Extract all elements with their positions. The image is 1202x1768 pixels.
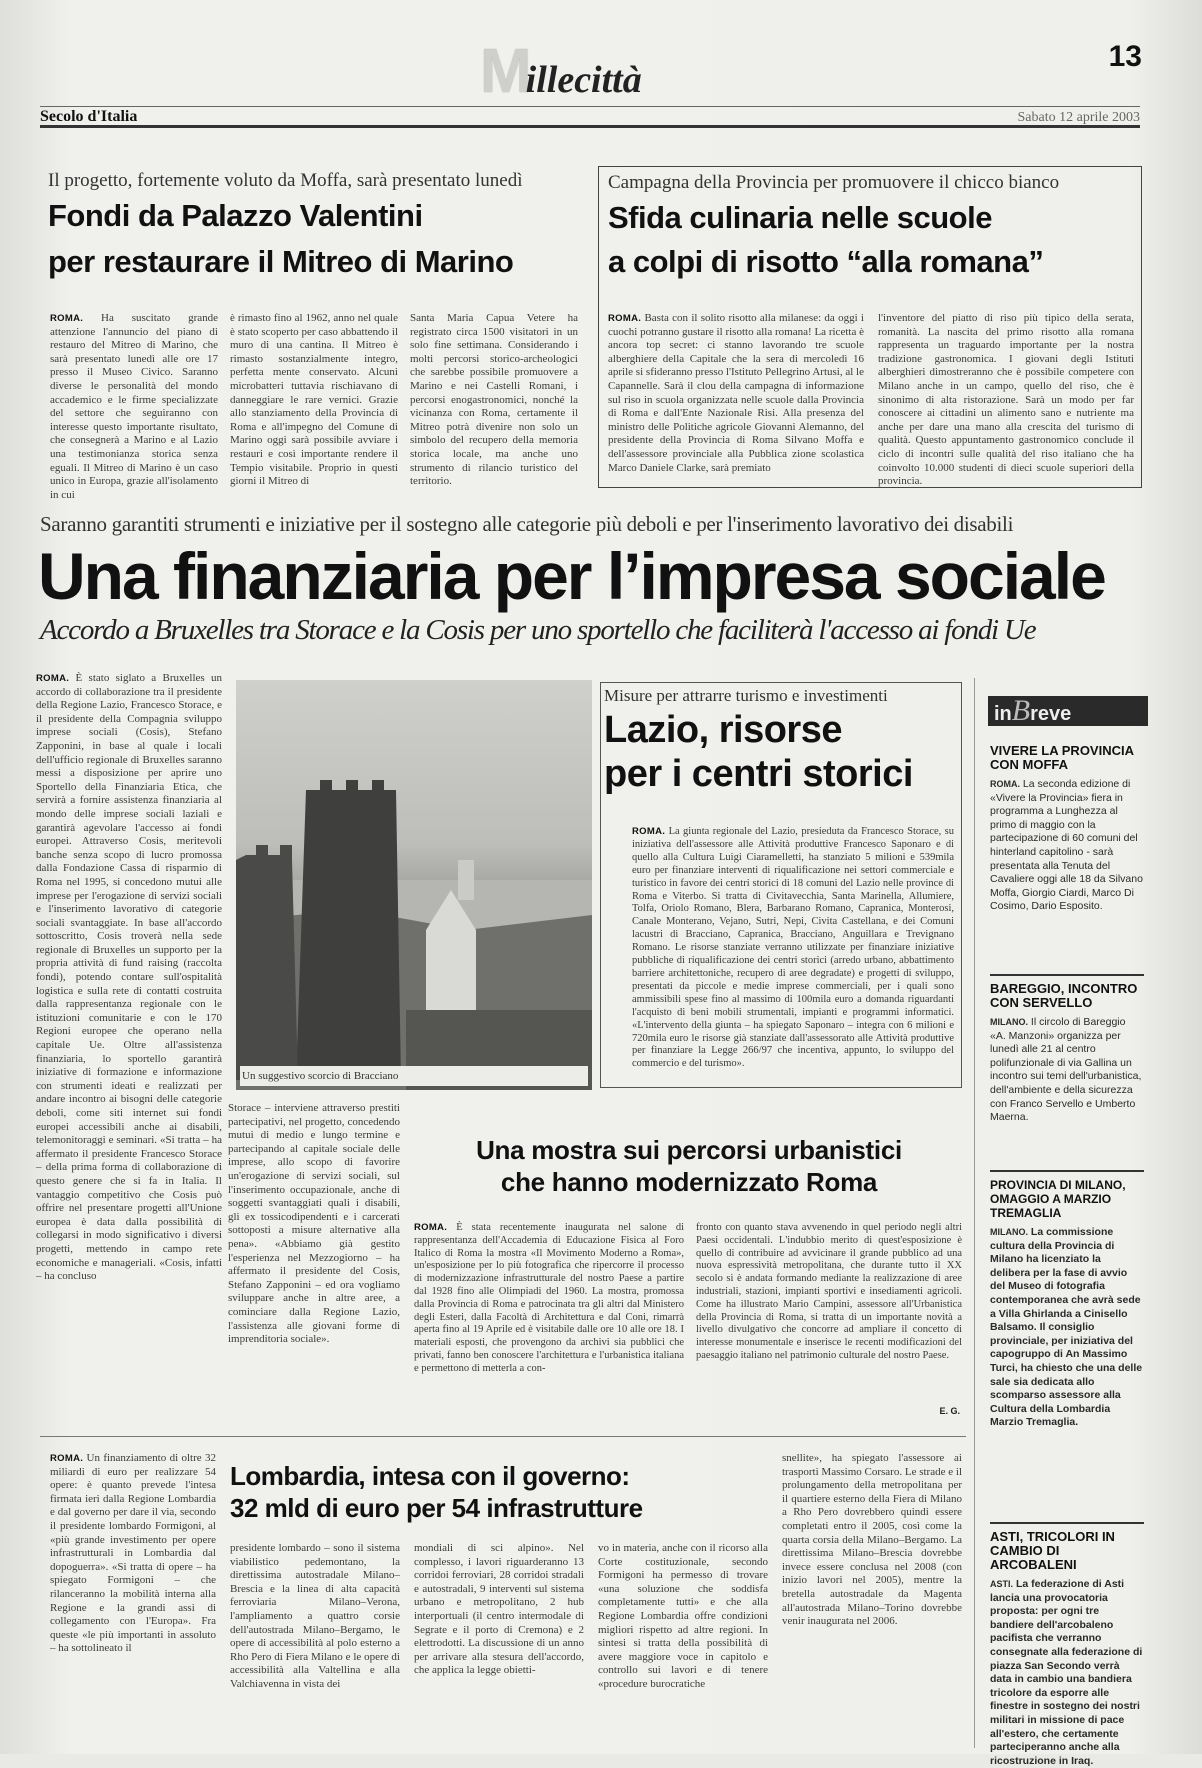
article-title: Sfida culinaria nelle scuole (608, 200, 992, 235)
article-title-line2: a colpi di risotto “alla romana” (608, 244, 1044, 279)
column-text: fronto con quanto stava avvenendo in quel periodo negli altri Paesi occidentali. L'indubbio merito di quest'esposizione è quello di contribuire ad avvicinare il grande pubblico ad una nuova espressività metropolitana, che durante tutto il XX secolo si è andata formando mediante la realizzazione di aree industriali, stazioni, impianti sportivi e insediamenti agricoli. Come ha illustrato Mario Campini, assessore all'Urbanistica della Provincia di Roma, si tratta di un importante novità a livello divulgativo che concorre ad ampliare il concetto di interesse monumentale e inserisce le recenti modificazioni del paesaggio italiano nel patrimonio culturale del nostro Paese. (696, 1222, 962, 1361)
lombardia-column-1 (50, 1452, 216, 1744)
dateline: ROMA. (414, 1222, 448, 1233)
in-breve-header (988, 696, 1148, 726)
section-title: illecittà (525, 59, 642, 101)
column-text: Ha suscitato grande attenzione l'annuncio del piano di restauro del Mitreo di Marino, che sarà presentato lunedì alle ore 17 presso il Museo Civico. Saranno diverse le personalità del mondo accademico e le firme specializzate del settore che seguiranno con interesse questo importante risultato, che consegnerà a Marino e al Lazio una testimonianza storica senza eguali. Il Mitreo di Marino è un caso unico in Europa, grazie all'isolamento in cui (50, 312, 218, 501)
column-text: La giunta regionale del Lazio, presieduta da Francesco Storace, su iniziativa dell'assessore alle Attività produttive Francesco Saponaro e di quello alla Cultura Luigi Ciaramelletti, ha stanziato 5 milioni e 539mila euro per finanziare interventi di riqualificazione nei settori commerciale e turistico in favore dei centri storici di 18 comuni del Lazio nelle province di Roma e Viterbo. Si tratta di Civitavecchia, Santa Marinella, Allumiere, Tolfa, Oriolo Romano, Blera, Barbarano Romano, Capranica, Monterosi, Canale Monterano, Vejano, Sutri, Nepi, Civita Castellana, e dei Comuni lacustri di Bracciano, Capranica, Bracciano, Anguillara e Trevignano Romano. Le risorse stanziate verranno utilizzate per finanziare iniziative pubbliche di riqualificazione dei centri storici (arredo urbano, abbattimento barriere architettoniche, recupero di aree degradate) e progetti di sviluppo, presentati da piccole e medie imprese commerciali, per i quali sono ammissibili spese fino al massimo di 100mila euro a domanda riguardanti l'acquisto di beni mobili strumentali, impianti e programmi informatici. «L'intervento della giunta – ha spiegato Saponaro – integra con 6 milioni e 720mila euro le risorse già stanziate dall'assessorato alle Attività produttive per finanziare la Legge 266/97 che incentiva, appunto, lo sviluppo del commercio e del turismo». (632, 826, 954, 1070)
article-mostra (410, 1134, 968, 1214)
risotto-column-1 (608, 312, 864, 476)
church-tower (458, 860, 474, 900)
article-lombardia (230, 1460, 750, 1536)
brief-item (990, 1529, 1144, 1767)
dateline: ASTI. (990, 1579, 1014, 1589)
article-title-line2: 32 mld di euro per 54 infrastrutture (230, 1493, 643, 1523)
mitreo-column-1 (50, 312, 218, 501)
column-text: vo in materia, anche con il ricorso alla Corte costituzionale, secondo Formigoni ha permesso di trovare «una soluzione che soddisfa completamente tutti» e che alla Regione Lombardia offre condizioni migliori rispetto ad altre regioni. In sintesi si tratta della possibilità di avere maggiore voce in capitolo e controllo sui lavori e di tenere «procedure burocratiche (598, 1542, 768, 1690)
dateline: ROMA. (608, 313, 642, 324)
article-title: Lombardia, intesa con il governo: (230, 1461, 630, 1491)
masthead (40, 34, 1140, 124)
header-suffix: reve (1030, 703, 1072, 725)
article-title-line2: per restaurare il Mitreo di Marino (48, 244, 514, 279)
section-divider (40, 1436, 966, 1437)
brief-text: La federazione di Asti lancia una provocatoria proposta: per ogni tre bandiere dell'arcobaleno pacifista che verranno consegnate alla federazione di piazza San Secondo verrà data in cambio una bandiera tricolore da esporre alle finestre in sostegno dei nostri militari in missione di pace all'estero, che certamente parteciperanno anche alla ricostruzione in Iraq. (990, 1578, 1143, 1767)
dateline: ROMA. (632, 826, 666, 837)
header-prefix: in (994, 703, 1012, 725)
castle-tower-2 (236, 845, 298, 1080)
brief-divider (990, 1170, 1144, 1172)
brief-item (990, 982, 1144, 1172)
column-text: l'inventore del piatto di riso più tipico della serata, romanità. La nascita del primo risotto alla romana rappresenta un traguardo importante per la nostra tradizione gastronomica. I giovani degli Istituti alberghieri dimostreranno che è possibile competere con Milano anche in un campo, quello del riso, che è sinonimo di alta ristorazione. Sarà un modo per far conoscere ai cittadini un alimento sano e nutriente ma anche per dare una mano alla crescita del turismo di qualità. Questo appuntamento gastronomico conclude il ciclo di incontri sulle qualità del riso italiano che ha coinvolto 10.000 studenti di dieci scuole superiori della provincia. (878, 312, 1134, 488)
article-kicker: Misure per attrarre turismo e investimenti (604, 686, 888, 705)
lombardia-column-5 (782, 1452, 962, 1744)
masthead-rule-top (40, 106, 1140, 107)
brief-text: Il circolo di Bareggio «A. Manzoni» organizza per lunedì alle 21 al centro polifunzionale di via Gallina un incontro sui temi dell'urbanistica, dell'ambiente e della sicurezza con Franco Servello e Umberto Maerna. (990, 1016, 1142, 1124)
mostra-column-1 (414, 1222, 684, 1412)
brief-title: BAREGGIO, INCONTRO CON SERVELLO (990, 981, 1138, 1010)
section-logo (480, 37, 642, 106)
brief-divider (990, 1522, 1144, 1524)
column-text: Un finanziamento di oltre 32 miliardi di euro per realizzare 54 opere: è quanto prevede l'intesa firmata ieri dalla Regione Lombardia e dal governo per dare il via, secondo il presidente lombardo Formigoni, al «più grande investimento per opere infrastrutturali in Lombardia dal dopoguerra». «Si tratta di opere – ha spiegato Formigoni – che rilanceranno la mobilità interna alla Regione e la grandi assi di collegamento con l'Europa». Fra queste «le più importanti in assoluto – ha sottolineato il (50, 1452, 217, 1655)
column-text: È stato siglato a Bruxelles un accordo di collaborazione tra il presidente della Regione Lazio, Francesco Storace, e il presidente della Compagnia sviluppo imprese sociali (Cosis), Stefano Zapponini, in base al quale i locali dell'ufficio regionale di Bruxelles saranno messi a disposizione per aprire uno Sportello della Finanziaria Etica, che servirà a fornire assistenza finanziaria al mondo delle imprese sociali laziali e garantirà agevolare l'accesso ai fondi europei. Attraverso Cosis, meritevoli banche senza scopo di lucro promossa dalla Fondazione Cassa di risparmio di Roma nel 1995, si concedono mutui alle imprese per l'erogazione di servizi sociali e l'inserimento lavorativo di categorie sociali svantaggiate. In base all'accordo sottoscritto, Cosis troverà nella sede regionale di Bruxelles un supporto per la propria attività di fund raising (raccolta fondi), potendo contare sull'ospitalità logistica e sulla rete di contatti costruita dalla rappresentanza regionale con le istituzioni comunitarie e con le 170 Regioni europee che operano nella capitale Ue. Oltre all'assistenza finanziaria, lo sportello garantirà iniziative di formazione e informazione con strumenti ideati e realizzati per andare incontro ai bisogni delle categorie deboli, come siti internet sui fondi europei accessibili anche ai disabili, telemonitoraggi e seminari. «Si tratta – ha affermato il presidente Francesco Storace – della prima forma di collaborazione di questo genere che si fa in Italia. Il vantaggio competitivo che Cosis può offrire nel presentare progetti all'Unione europea è data dalla possibilità di collegarsi in modo significativo i diversi progetti, mettendo in campo rete economiche e manageriali. «Cosis, infatti – ha concluso (36, 672, 222, 1283)
main-article-kicker: Saranno garantiti strumenti e iniziative per il sostegno alle categorie più deboli e per l'inserimento lavorativo dei disabili (40, 512, 1014, 536)
lazio-column (632, 826, 954, 1084)
brief-body (990, 1226, 1144, 1516)
column-text: è rimasto fino al 1962, anno nel quale è stato scoperto per caso abbattendo il muro di una cantina. Il Mitreo è rimasto sostanzialmente integro, perfetta mente conservato. Alcuni microbatteri tuttavia rischiavano di danneggiare le rare vernici. Grazie allo stanziamento della Provincia di Roma e all'impegno del Comune di Marino oggi sarà possibile avviare i restauri e così importante rendere il Tempio visitabile. Proprio in questi giorni il Mitreo di (230, 312, 398, 488)
article-risotto (608, 172, 1138, 302)
brief-divider (990, 974, 1144, 976)
issue-date: Sabato 12 aprile 2003 (1017, 110, 1140, 125)
dateline: MILANO. (990, 1227, 1028, 1237)
article-title-line2: per i centri storici (604, 753, 913, 795)
brief-title: PROVINCIA DI MILANO, OMAGGIO A MARZIO TREMAGLIA (990, 1178, 1126, 1220)
column-text: presidente lombardo – sono il sistema viabilistico pedemontano, la direttissima autostradale Milano–Brescia e la linea di alta capacità ferroviaria Milano–Verona, l'ampliamento a quattro corsie dell'autostrada Milano–Bergamo, le opere di accessibilità al polo esterno a Rho Pero di Fiera Milano e le opere di accessibilità alla Valtellina e alla Valchiavenna in vista dei (230, 1542, 400, 1690)
brief-text: La commissione cultura della Provincia di Milano ha licenziato la delibera per la fase di avvio del Museo di fotografia contemporanea che avrà sede a Villa Ghirlanda a Cinisello Balsamo. Il consiglio provinciale, per iniziativa del capogruppo di An Massimo Turci, ha chiesto che una delle sale sia dedicata allo scomparso assessore alla Cultura della Lombardia Marzio Tremaglia. (990, 1226, 1143, 1429)
lombardia-column-3 (414, 1542, 584, 1744)
lombardia-column-2 (230, 1542, 400, 1744)
bracciano-photo (236, 680, 592, 1090)
brief-item (990, 744, 1144, 984)
brief-title: ASTI, TRICOLORI IN CAMBIO DI ARCOBALENI (990, 1529, 1115, 1572)
article-kicker: Campagna della Provincia per promuovere il chicco bianco (608, 172, 1060, 193)
main-article-title: Una finanziaria per l’impresa sociale (38, 539, 1105, 613)
brief-body (990, 1016, 1144, 1166)
column-text: Storace – interviene attraverso prestiti partecipativi, nel progetto, concedendo mutui di medio e lungo termine e partecipando al capitale sociale delle imprese, allo scopo di favorire un'erogazione di servizi sociali, sul l'inserimento occupazionale, anche di soggetti svantaggiati quali i disabili, gli ex tossicodipendenti e i carcerati sottoposti a misure alternative alla pena». «Abbiamo già gestito l'esperienza nel Mezzogiorno – ha affermato il presidente del Cosis, Stefano Zapponini – ed ora vogliamo sviluppare anche in altre aree, a cominciare dalla Regione Lazio, l'assistenza alle giovani forme di imprenditoria sociale». (228, 1102, 400, 1346)
brief-body (990, 778, 1144, 954)
brief-text: La seconda edizione di «Vivere la Provincia» fiera in programma a Lunghezza al primo di maggio con la partecipazione di 60 comuni del hinterland capitolino - sarà presentata alla Tenuta del Cavaliere oggi alle 18 da Silvano Moffa, Giorgio Ciardi, Marco Di Cosimo, Dario Esposito. (990, 778, 1143, 913)
column-text: Santa Maria Capua Vetere ha registrato circa 1500 visitatori in un solo fine settimana. Considerando i molti percorsi storico-archeologici che sarebbe possibile promuovere a Marino e nei Castelli Romani, i percorsi enogastronomici, nonché la vicinanza con Roma, certamente il Mitreo potrà divenire non solo un simbolo del recupero della memoria storica locale, ma anche uno strumento di rilancio turistico del territorio. (410, 312, 578, 488)
column-text: È stata recentemente inaugurata nel salone di rappresentanza dell'Accademia di Educazione Fisica al Foro Italico di Roma la mostra «Il Movimento Moderno a Roma», un'esposizione per lo più fotografica che ripercorre il processo di modernizzazione infrastrutturale del nostro Paese a partire dal 1928 fino alle Olimpiadi del 1960. La mostra, promossa dalla Provincia di Roma e patrocinata tra gli altri dal Ministero degli Esteri, dalla Facoltà di Architettura e dal Coni, rimarrà aperta fino al 19 Aprile ed è visitabile dalle ore 10 alle ore 18. I materiali esposti, che provengono da archivi sia pubblici che privati, fanno ben conoscere l'architettura e l'urbanistica italiana e permettono di metterla a con- (414, 1222, 685, 1374)
dateline: ROMA. (990, 779, 1020, 789)
logo-letter: M (480, 37, 532, 106)
article-title: Fondi da Palazzo Valentini (48, 198, 423, 233)
dateline: ROMA. (50, 313, 84, 324)
newspaper-name: Secolo d'Italia (40, 108, 138, 125)
article-title-line2: che hanno modernizzato Roma (500, 1167, 878, 1197)
article-lazio (604, 686, 958, 812)
column-text: mondiali di sci alpino». Nel complesso, i lavori riguarderanno 13 corridoi ferroviari, 28 corridoi stradali e autostradali, 9 interventi sul sistema urbano e metropolitano, 2 hub interportuali (il centro intermodale di Segrate e il porto di Cremona) e 2 elettrodotti. La discussione di un anno per arrivare alla stesura dell'accordo, che applica la legge obietti- (414, 1542, 584, 1677)
article-signature: E. G. (939, 1406, 960, 1416)
mitreo-column-3 (410, 312, 578, 488)
photo-caption: Un suggestivo scorcio di Bracciano (240, 1066, 588, 1086)
main-column-2 (228, 1102, 400, 1346)
dateline: ROMA. (36, 673, 70, 684)
dateline: MILANO. (990, 1017, 1028, 1027)
lombardia-column-4 (598, 1542, 768, 1744)
brief-body (990, 1578, 1144, 1767)
column-text: Basta con il solito risotto alla milanese: da oggi i cuochi potranno gustare il risotto alla romana! La ricetta è ancora top secret: ci stanno lavorando tre scuole alberghiere della Capitale che la sera di mercoledì 16 aprile si sfideranno presso l'Istituto Pellegrino Artusi, al le Capannelle. Sarà il clou della campagna di informazione sul riso in scuola organizzata nelle scuole dalla Provincia di Roma e dall'Ente Nazionale Risi. Alla presenza del ministro delle Politiche agricole Giovanni Alemanno, del presidente della Provincia di Roma Silvano Moffa e dell'assessore provinciale alla Pubblica zione scolastica Marco Daniele Clarke, sarà premiato (608, 312, 864, 474)
article-title: Una mostra sui percorsi urbanistici (476, 1135, 902, 1165)
brief-title: VIVERE LA PROVINCIA CON MOFFA (990, 743, 1134, 772)
dateline: ROMA. (50, 1453, 84, 1464)
main-article-subtitle: Accordo a Bruxelles tra Storace e la Cosis per uno sportello che faciliterà l'accesso ai fondi Ue (40, 614, 1036, 646)
masthead-rule-bottom (40, 125, 1140, 128)
header-letter: B (1011, 694, 1031, 727)
mostra-column-2 (696, 1222, 962, 1404)
column-text: snellite», ha spiegato l'assessore ai trasporti Massimo Corsaro. Le strade e il prolungamento della metropolitana per il quartiere esterno della Fiera di Milano a Rho Pero dovrebbero quindi essere completati entro il 2005, così come la quarta corsia della Milano–Bergamo. La direttissima Milano–Brescia dovrebbe invece essere conclusa nel 2008 (con inizio lavori nel 2005), mentre la bretella autostradale da Magenta all'autostrada Milano–Torino dovrebbe venir inaugurata nel 2006. (782, 1452, 962, 1628)
article-title: Lazio, risorse (604, 709, 842, 751)
mitreo-column-2 (230, 312, 398, 488)
brief-item (990, 1178, 1144, 1524)
article-kicker: Il progetto, fortemente voluto da Moffa, sarà presentato lunedì (48, 170, 523, 191)
page-number: 13 (1108, 40, 1142, 73)
risotto-column-2 (878, 312, 1134, 488)
castle-illustration (236, 680, 592, 1090)
castle-tower (296, 780, 401, 1080)
